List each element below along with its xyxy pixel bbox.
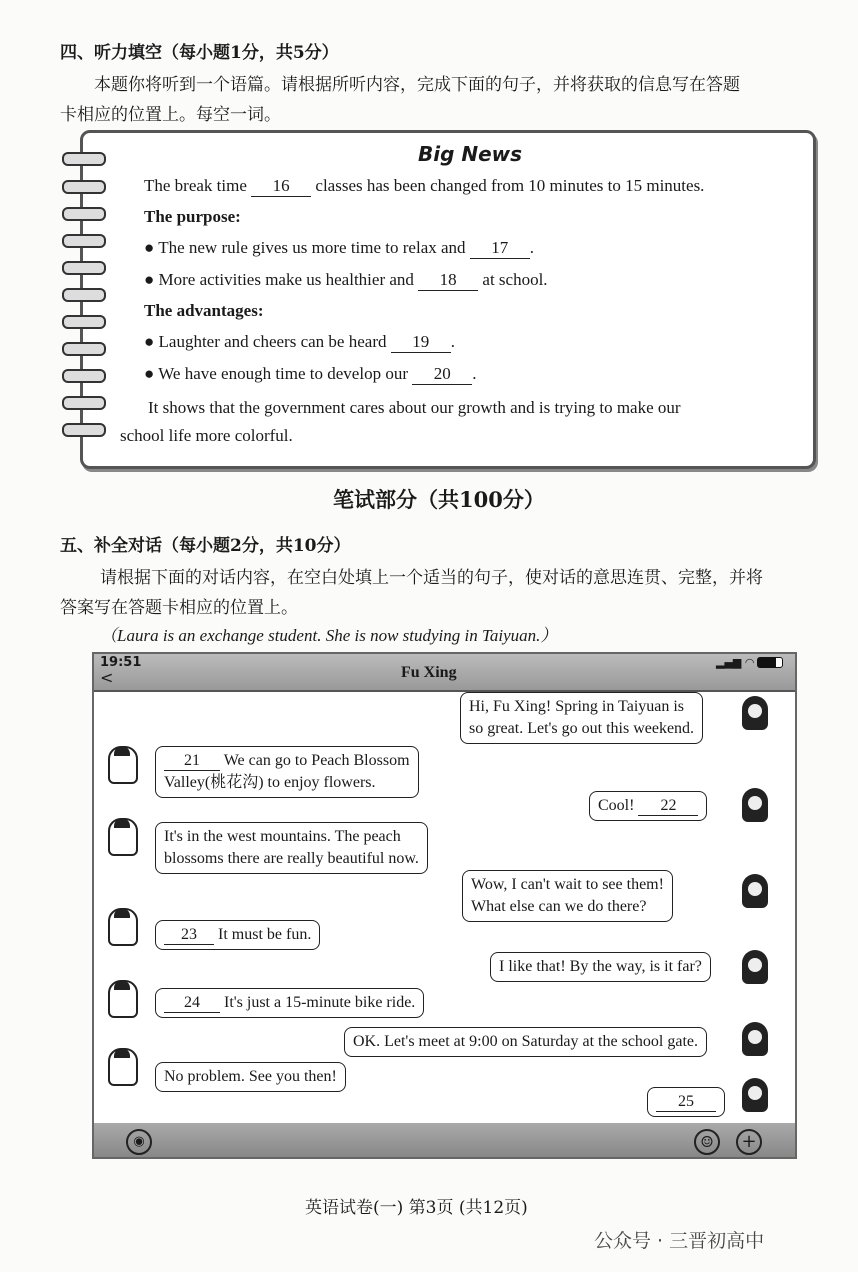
- chat-input-bar: [94, 1123, 795, 1157]
- text: .: [529, 238, 535, 257]
- avatar-fu-xing: [108, 818, 138, 856]
- chat-screen: [92, 652, 797, 1159]
- notebook-line: [144, 364, 477, 385]
- blank-19: 19: [391, 333, 451, 353]
- notebook-line: [144, 176, 704, 197]
- spiral-ring-icon: [62, 261, 106, 275]
- spiral-ring-icon: [62, 396, 106, 410]
- text: What else can we do there?: [471, 898, 647, 915]
- blank-24: 24: [164, 994, 220, 1013]
- text: Hi, Fu Xing! Spring in Taiyuan is: [469, 698, 685, 715]
- section4-instruction-2: 卡相应的位置上。每空一词。: [60, 105, 281, 125]
- chat-header: [94, 654, 795, 692]
- section4-heading: 四、听力填空（每小题1分，共5分）: [60, 43, 339, 63]
- text: No problem. See you then!: [164, 1068, 337, 1085]
- spiral-ring-icon: [62, 207, 106, 221]
- spiral-ring-icon: [62, 315, 106, 329]
- text: It must be fun.: [218, 926, 312, 943]
- text: ● We have enough time to develop our: [144, 364, 408, 383]
- text: We can go to Peach Blossom: [223, 752, 410, 769]
- emoji-icon[interactable]: ☺: [694, 1129, 720, 1155]
- text: I like that! By the way, is it far?: [499, 958, 702, 975]
- blank-25: 25: [656, 1093, 716, 1112]
- section4-instruction: 本题你将听到一个语篇。请根据所听内容，完成下面的句子，并将获取的信息写在答题: [94, 75, 740, 95]
- avatar-laura: [742, 788, 768, 822]
- notebook-conclusion-2: school life more colorful.: [120, 426, 293, 445]
- message-laura: [589, 791, 707, 821]
- text: Valley(桃花沟) to enjoy flowers.: [164, 774, 376, 791]
- message-fu-xing: [155, 988, 424, 1018]
- blank-18: 18: [418, 271, 478, 291]
- avatar-fu-xing: [108, 980, 138, 1018]
- text: .: [472, 364, 477, 383]
- text: blossoms there are really beautiful now.: [164, 850, 419, 867]
- text: The break time: [144, 176, 247, 195]
- avatar-laura: [742, 1022, 768, 1056]
- message-fu-xing: [155, 822, 428, 874]
- text: at school.: [482, 270, 548, 289]
- advantages-heading: The advantages:: [144, 301, 264, 320]
- avatar-laura: [742, 950, 768, 984]
- blank-20: 20: [412, 365, 472, 385]
- dialogue-context: （Laura is an exchange student. She is now studying in Taiyuan.）: [100, 626, 558, 645]
- section5-heading: 五、补全对话（每小题2分，共10分）: [60, 536, 351, 556]
- spiral-ring-icon: [62, 369, 106, 383]
- avatar-laura: [742, 696, 768, 730]
- text: classes has been changed from 10 minutes to 15 minutes.: [315, 176, 705, 195]
- text: Wow, I can't wait to see them!: [471, 876, 664, 893]
- message-laura: [460, 692, 703, 744]
- notebook-title: Big News: [418, 142, 523, 166]
- spiral-ring-icon: [62, 342, 106, 356]
- written-section-title: 笔试部分（共100分）: [333, 487, 545, 512]
- section5-instruction: 请根据下面的对话内容，在空白处填上一个适当的句子，使对话的意思连贯、完整，并将: [100, 568, 763, 588]
- message-laura: [647, 1087, 725, 1117]
- text: ● The new rule gives us more time to relax and: [144, 238, 466, 257]
- blank-17: 17: [470, 239, 530, 259]
- spiral-ring-icon: [62, 288, 106, 302]
- text: It's in the west mountains. The peach: [164, 828, 401, 845]
- avatar-laura: [742, 874, 768, 908]
- blank-21: 21: [164, 752, 220, 771]
- plus-icon[interactable]: +: [736, 1129, 762, 1155]
- text: ● More activities make us healthier and: [144, 270, 414, 289]
- watermark: 公众号 · 三晋初高中: [594, 1230, 765, 1252]
- avatar-laura: [742, 1078, 768, 1112]
- back-button[interactable]: <: [100, 668, 114, 687]
- text: It's just a 15-minute bike ride.: [224, 994, 416, 1011]
- message-laura: [344, 1027, 707, 1057]
- spiral-ring-icon: [62, 423, 106, 437]
- blank-23: 23: [164, 926, 214, 945]
- text: ● Laughter and cheers can be heard: [144, 332, 387, 351]
- spiral-ring-icon: [62, 152, 106, 166]
- notebook-line: [144, 270, 548, 291]
- notebook-line: [144, 332, 455, 353]
- message-fu-xing: [155, 746, 419, 798]
- text: Cool!: [598, 797, 635, 814]
- battery-icon: [757, 657, 783, 668]
- notebook-line: [144, 238, 534, 259]
- notebook-conclusion: It shows that the government cares about our growth and is trying to make our: [148, 398, 681, 417]
- text: OK. Let's meet at 9:00 on Saturday at the school gate.: [353, 1033, 699, 1050]
- avatar-fu-xing: [108, 746, 138, 784]
- message-fu-xing: [155, 920, 320, 950]
- spiral-ring-icon: [62, 180, 106, 194]
- message-laura: [490, 952, 711, 982]
- spiral-ring-icon: [62, 234, 106, 248]
- page-footer: 英语试卷(一) 第3页 (共12页): [305, 1198, 528, 1218]
- avatar-fu-xing: [108, 1048, 138, 1086]
- signal-wifi-icon: ▂▄▆ ◠: [716, 656, 755, 669]
- purpose-heading: The purpose:: [144, 207, 241, 226]
- blank-22: 22: [638, 797, 698, 816]
- voice-icon[interactable]: ◉: [126, 1129, 152, 1155]
- avatar-fu-xing: [108, 908, 138, 946]
- section5-instruction-2: 答案写在答题卡相应的位置上。: [60, 598, 298, 618]
- blank-16: 16: [251, 177, 311, 197]
- text: .: [450, 332, 455, 351]
- message-fu-xing: [155, 1062, 346, 1092]
- text: so great. Let's go out this weekend.: [469, 720, 695, 737]
- message-laura: [462, 870, 673, 922]
- contact-name: Fu Xing: [401, 664, 457, 681]
- status-time: 19:51: [100, 655, 142, 670]
